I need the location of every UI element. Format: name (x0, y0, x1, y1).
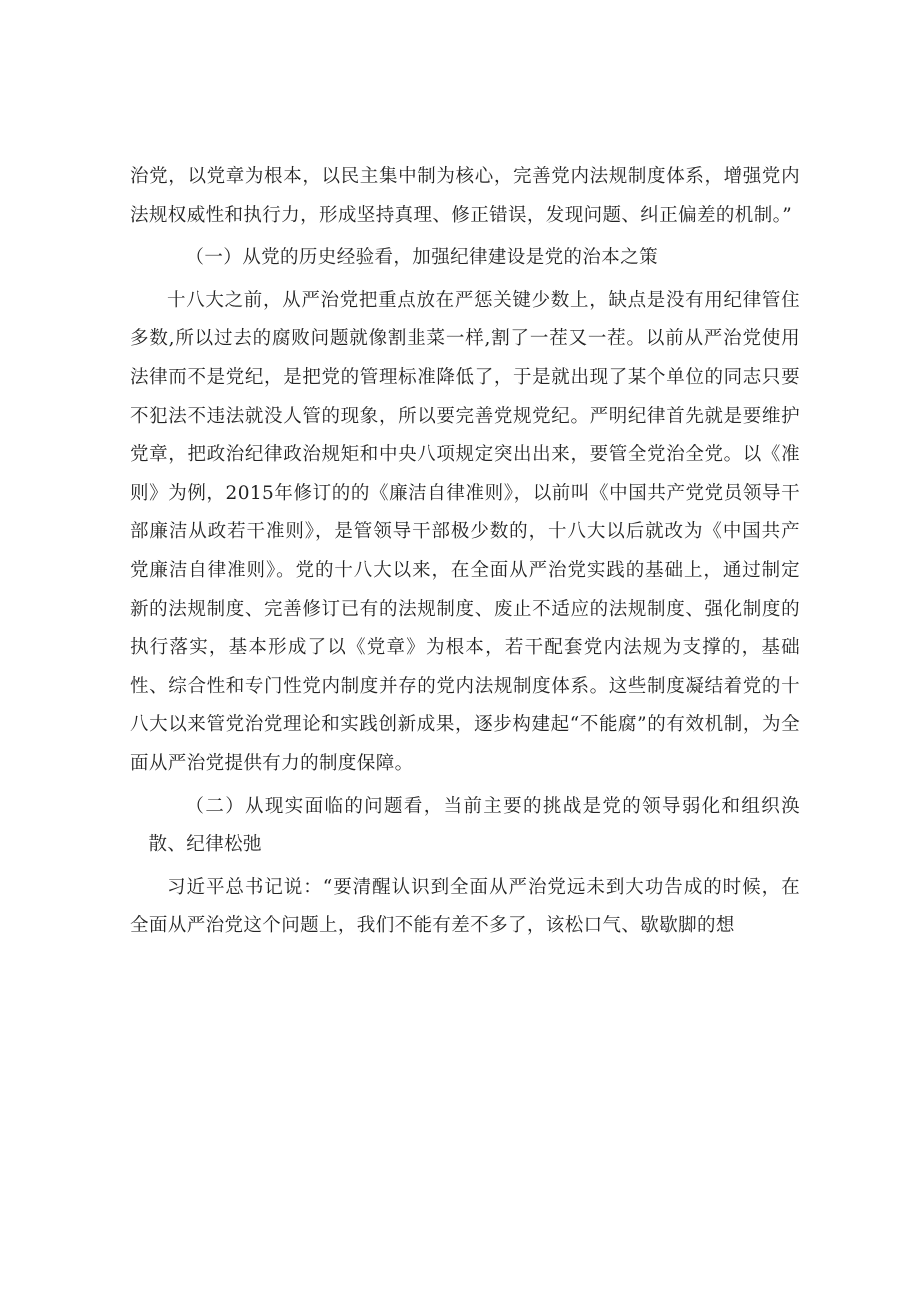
paragraph-body-1: 十八大之前，从严治党把重点放在严惩关键少数上，缺点是没有用纪律管住多数,所以过去的腐败问题就像割韭菜一样,割了一茬又一茬。以前从严治党使用法律而不是党纪，是把党的管理标准降低了，于是就出现了某个单位的同志只要不犯法不违法就没人管的现象，所以要完善党规党纪。严明纪律首先就是要维护党章，把政治纪律政治规矩和中央八项规定突出出来，要管全党治全党。以《准则》为例，2015年修订的的《廉洁自律准则》，以前叫《中国共产党党员领导干部廉洁从政若干准则》，是管领导干部极少数的，十八大以后就改为《中国共产党廉洁自律准则》。党的十八大以来，在全面从严治党实践的基础上，通过制定新的法规制度、完善修订已有的法规制度、废止不适应的法规制度、强化制度的执行落实，基本形成了以《党章》为根本，若干配套党内法规为支撑的，基础性、综合性和专门性党内制度并存的党内法规制度体系。这些制度凝结着党的十八大以来管党治党理论和实践创新成果，逐步构建起“不能腐”的有效机制，为全面从严治党提供有力的制度保障。 (130, 289, 800, 774)
paragraph-continuation: 治党，以党章为根本，以民主集中制为核心，完善党内法规制度体系，增强党内法规权威性和执行力，形成坚持真理、修正错误，发现问题、纠正偏差的机制。” (130, 166, 800, 226)
section-heading-1: （一）从党的历史经验看，加强纪律建设是党的治本之策 (185, 247, 659, 269)
section-heading-2: （二）从现实面临的问题看，当前主要的挑战是党的领导弱化和组织涣散、纪律松弛 (148, 795, 800, 856)
document-body (130, 158, 800, 946)
paragraph-body-2: 习近平总书记说：“要清醒认识到全面从严治党远未到大功告成的时候，在全面从严治党这个问题上，我们不能有差不多了，该松口气、歇歇脚的想 (130, 876, 800, 937)
